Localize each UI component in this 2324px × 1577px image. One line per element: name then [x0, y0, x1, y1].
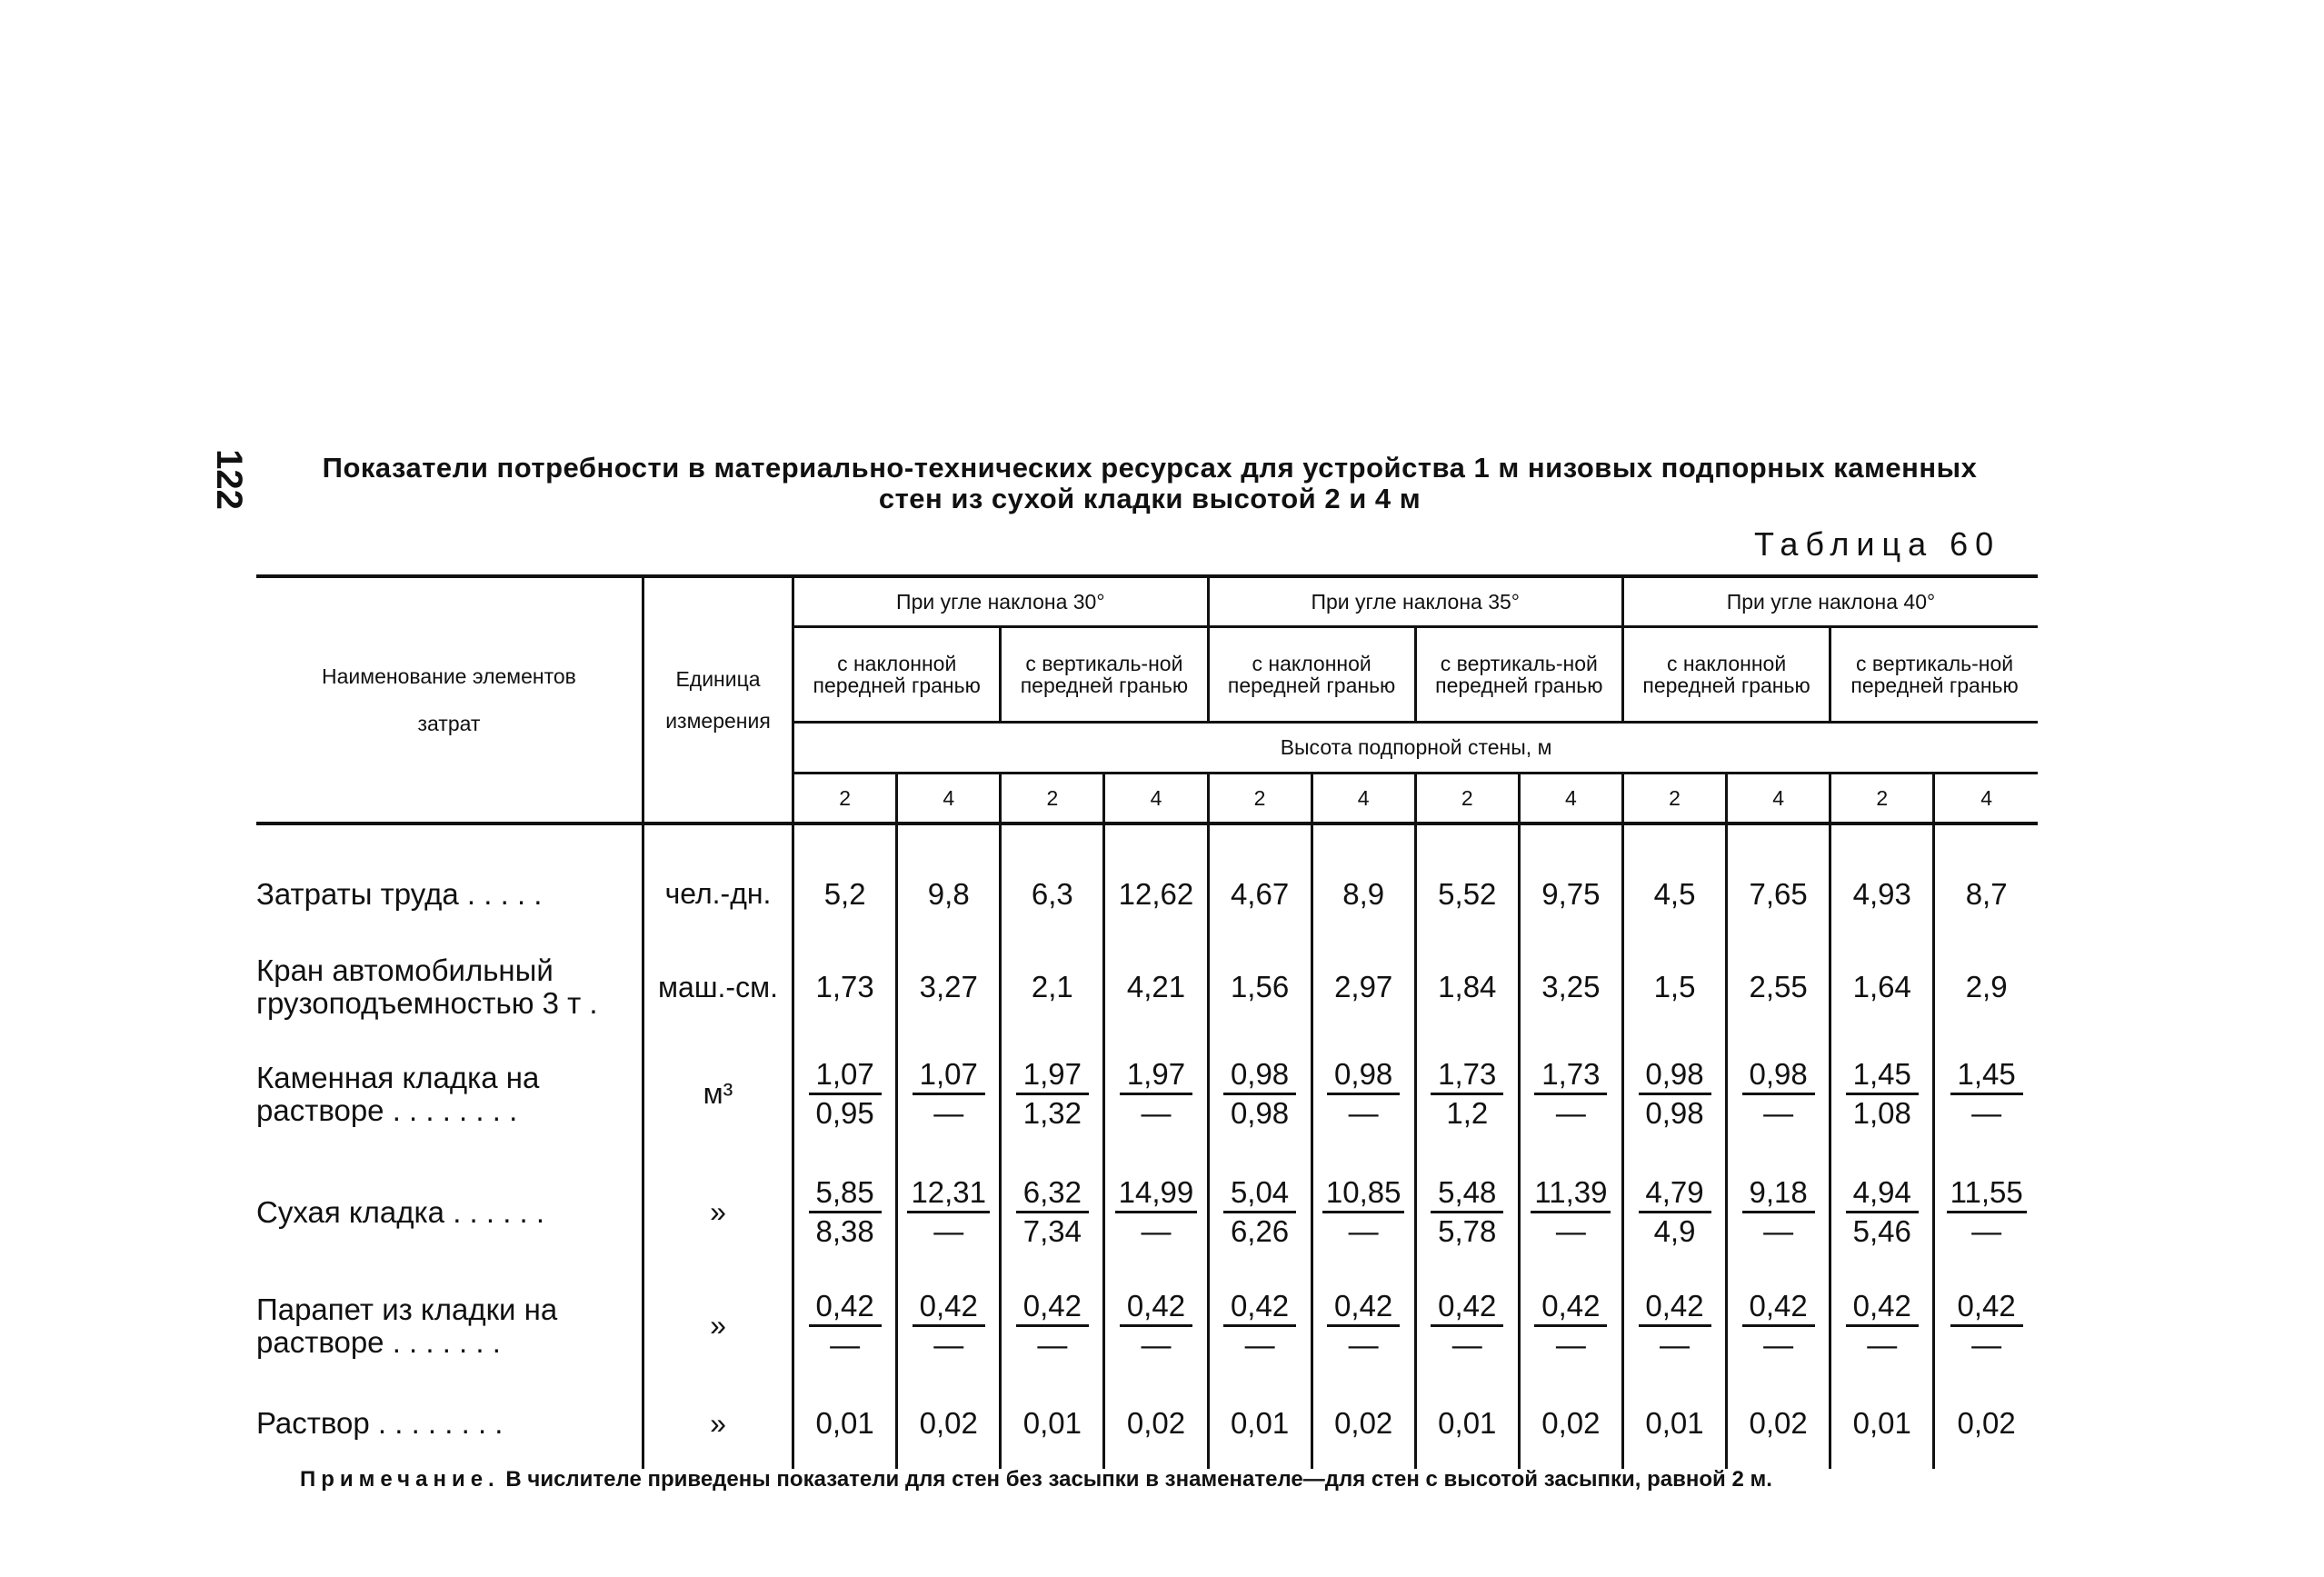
value: 1,56: [1230, 970, 1290, 1003]
value: 0,01: [1438, 1406, 1497, 1440]
value-cell: [1415, 937, 1519, 1037]
value-cell: [1622, 937, 1726, 1037]
denominator: —: [1971, 1095, 2002, 1130]
value-cell: [793, 1378, 897, 1469]
fraction: [1115, 1176, 1198, 1248]
denominator: 5,46: [1852, 1213, 1911, 1248]
numerator: 1,97: [1016, 1058, 1089, 1095]
value-cell: [1001, 937, 1104, 1037]
fraction: [1016, 1176, 1089, 1248]
value: 8,9: [1342, 876, 1385, 911]
numerator: 0,98: [1327, 1058, 1400, 1095]
value-cell: [793, 1273, 897, 1378]
denominator: —: [933, 1327, 964, 1362]
value-cell: [1727, 937, 1830, 1037]
value-cell: [1312, 1273, 1415, 1378]
value: 8,7: [1965, 876, 2008, 911]
header-face-vertical-30: с вертикаль-ной передней гранью: [1001, 626, 1208, 722]
value: 9,8: [927, 876, 970, 911]
row-unit: »: [643, 1273, 793, 1378]
numerator: 5,85: [809, 1176, 882, 1213]
denominator: 0,98: [1645, 1095, 1704, 1130]
value-cell: [793, 937, 897, 1037]
value-cell: [1830, 1151, 1934, 1273]
fraction: [913, 1290, 985, 1362]
value-cell: [1312, 851, 1415, 937]
table-body: [256, 823, 2038, 1469]
fraction: [1846, 1058, 1919, 1130]
denominator: —: [1348, 1213, 1379, 1248]
value-cell: [1001, 1037, 1104, 1151]
value: 1,5: [1653, 970, 1696, 1003]
value-cell: [1727, 1273, 1830, 1378]
header-height: 4: [897, 773, 1001, 823]
value-cell: [1934, 937, 2038, 1037]
fraction: [1120, 1058, 1192, 1130]
header-face-vertical-35: с вертикаль-ной передней гранью: [1415, 626, 1622, 722]
numerator: 0,42: [1223, 1290, 1296, 1327]
row-unit: »: [643, 1151, 793, 1273]
row-name: Парапет из кладки на растворе . . . . . . .: [256, 1292, 558, 1359]
value-cell: [1312, 1151, 1415, 1273]
value-cell: [1622, 1037, 1726, 1151]
numerator: 6,32: [1016, 1176, 1089, 1213]
numerator: 1,97: [1120, 1058, 1192, 1095]
value: 0,02: [919, 1406, 978, 1440]
page-number: 122: [208, 449, 249, 510]
numerator: 1,45: [1950, 1058, 2023, 1095]
row-name: Раствор . . . . . . . .: [256, 1406, 504, 1440]
denominator: 1,2: [1446, 1095, 1489, 1130]
table-row: [256, 1151, 2038, 1273]
denominator: 6,26: [1230, 1213, 1290, 1248]
value-cell: [1312, 1037, 1415, 1151]
value: 7,65: [1749, 876, 1808, 911]
fraction: [809, 1290, 882, 1362]
denominator: —: [1763, 1095, 1794, 1130]
denominator: 0,98: [1230, 1095, 1290, 1130]
value-cell: [1934, 1378, 2038, 1469]
value-cell: [1934, 851, 2038, 937]
value-cell: [1622, 1273, 1726, 1378]
numerator: 9,18: [1742, 1176, 1815, 1213]
value-cell: [1104, 1151, 1208, 1273]
numerator: 0,42: [1431, 1290, 1503, 1327]
numerator: 4,94: [1846, 1176, 1919, 1213]
value-cell: [1104, 1273, 1208, 1378]
numerator: 1,45: [1846, 1058, 1919, 1095]
numerator: 0,42: [1327, 1290, 1400, 1327]
value-cell: [1934, 1037, 2038, 1151]
denominator: —: [1763, 1327, 1794, 1362]
denominator: —: [1451, 1327, 1482, 1362]
value: 0,02: [1334, 1406, 1393, 1440]
numerator: 0,98: [1639, 1058, 1711, 1095]
value-cell: [1312, 937, 1415, 1037]
value-cell: [1208, 1151, 1312, 1273]
fraction: [1950, 1290, 2023, 1362]
fraction: [1742, 1176, 1815, 1248]
row-unit: »: [643, 1378, 793, 1469]
fraction: [1639, 1058, 1711, 1130]
value-cell: [1208, 1037, 1312, 1151]
row-unit: чел.-дн.: [643, 851, 793, 937]
value: 2,1: [1031, 970, 1073, 1003]
denominator: 5,78: [1438, 1213, 1497, 1248]
fraction: [1327, 1290, 1400, 1362]
denominator: —: [830, 1327, 861, 1362]
header-height: 2: [1830, 773, 1934, 823]
fraction: [1327, 1058, 1400, 1130]
header-height: 4: [1727, 773, 1830, 823]
denominator: 4,9: [1653, 1213, 1696, 1248]
fraction: [1120, 1290, 1192, 1362]
denominator: —: [1555, 1213, 1586, 1248]
header-name-col: Наименование элементов затрат: [256, 576, 643, 823]
denominator: —: [1348, 1095, 1379, 1130]
value-cell: [1104, 937, 1208, 1037]
value-cell: [1312, 1378, 1415, 1469]
value-cell: [1622, 1378, 1726, 1469]
value-cell: [793, 851, 897, 937]
numerator: 11,39: [1531, 1176, 1611, 1213]
numerator: 4,79: [1639, 1176, 1711, 1213]
value-cell: [1415, 851, 1519, 937]
header-height: 4: [1519, 773, 1622, 823]
numerator: 0,42: [1950, 1290, 2023, 1327]
value: 0,02: [1541, 1406, 1601, 1440]
value-cell: [897, 937, 1001, 1037]
denominator: 8,38: [815, 1213, 874, 1248]
value-cell: [1519, 851, 1622, 937]
value-cell: [793, 1037, 897, 1151]
value: 1,73: [815, 970, 874, 1003]
fraction: [1016, 1058, 1089, 1130]
value: 0,01: [815, 1406, 874, 1440]
table-row: [256, 851, 2038, 937]
fraction: [907, 1176, 990, 1248]
fraction: [913, 1058, 985, 1130]
value-cell: [1104, 1037, 1208, 1151]
value: 5,2: [823, 876, 866, 911]
value: 2,9: [1965, 970, 2008, 1003]
header-face-inclined-30: с наклонной передней гранью: [793, 626, 1001, 722]
denominator: —: [1244, 1327, 1275, 1362]
header-height-label: Высота подпорной стены, м: [793, 722, 2038, 773]
fraction: [1431, 1176, 1503, 1248]
numerator: 0,42: [809, 1290, 882, 1327]
value-cell: [1622, 851, 1726, 937]
fraction: [1947, 1176, 2027, 1248]
value: 1,64: [1852, 970, 1911, 1003]
value: 3,25: [1541, 970, 1601, 1003]
header-face-inclined-35: с наклонной передней гранью: [1208, 626, 1415, 722]
header-height: 2: [793, 773, 897, 823]
note-text: В числителе приведены показатели для стен без засыпки в знаменателе—для стен с высотой засыпки, равной 2 м.: [505, 1467, 1772, 1492]
fraction: [1534, 1058, 1607, 1130]
value-cell: [1208, 937, 1312, 1037]
value-cell: [1727, 1037, 1830, 1151]
value-cell: [1415, 1378, 1519, 1469]
row-name: Сухая кладка . . . . . .: [256, 1194, 545, 1229]
denominator: —: [1141, 1327, 1172, 1362]
numerator: 0,42: [1639, 1290, 1711, 1327]
fraction: [1223, 1058, 1296, 1130]
value-cell: [1415, 1151, 1519, 1273]
denominator: —: [933, 1095, 964, 1130]
numerator: 12,31: [907, 1176, 990, 1213]
header-height: 4: [1934, 773, 2038, 823]
title-line-2: стен из сухой кладки высотой 2 и 4 м: [878, 483, 1421, 514]
header-unit-col: Единица измерения: [643, 576, 793, 823]
fraction: [1950, 1058, 2023, 1130]
fraction: [1431, 1290, 1503, 1362]
table-title: [259, 453, 2040, 514]
value-cell: [1415, 1273, 1519, 1378]
value: 6,3: [1031, 876, 1073, 911]
value-cell: [1830, 1273, 1934, 1378]
value-cell: [1208, 1273, 1312, 1378]
title-line-1: Показатели потребности в материально-технических ресурсах для устройства 1 м низовых подпорных каменных: [322, 452, 1978, 484]
value-cell: [1830, 1037, 1934, 1151]
resource-table: [256, 574, 2038, 1469]
value-cell: [897, 851, 1001, 937]
denominator: —: [1037, 1327, 1068, 1362]
denominator: 1,08: [1852, 1095, 1911, 1130]
fraction: [1223, 1290, 1296, 1362]
value-cell: [1001, 1273, 1104, 1378]
denominator: 7,34: [1022, 1213, 1082, 1248]
numerator: 0,42: [1120, 1290, 1192, 1327]
value: 2,97: [1334, 970, 1393, 1003]
fraction: [1531, 1176, 1611, 1248]
table-number-label: Таблица 60: [1754, 525, 2001, 563]
fraction: [1534, 1290, 1607, 1362]
numerator: 0,42: [1742, 1290, 1815, 1327]
numerator: 1,07: [913, 1058, 985, 1095]
value-cell: [1519, 1037, 1622, 1151]
value-cell: [1519, 1378, 1622, 1469]
value-cell: [897, 1378, 1001, 1469]
value-cell: [1934, 1151, 2038, 1273]
header-height: 4: [1312, 773, 1415, 823]
table-note: [300, 1468, 2036, 1491]
value: 4,5: [1653, 876, 1696, 911]
denominator: —: [1141, 1213, 1172, 1248]
denominator: —: [1348, 1327, 1379, 1362]
fraction: [1322, 1176, 1405, 1248]
header-height: 2: [1415, 773, 1519, 823]
fraction: [1431, 1058, 1503, 1130]
denominator: —: [933, 1213, 964, 1248]
row-unit: маш.-см.: [643, 937, 793, 1037]
numerator: 1,07: [809, 1058, 882, 1095]
row-name: Затраты труда . . . . .: [256, 876, 543, 911]
numerator: 5,04: [1223, 1176, 1296, 1213]
fraction: [1846, 1176, 1919, 1248]
value-cell: [1519, 937, 1622, 1037]
denominator: —: [1971, 1213, 2002, 1248]
note-lead: Примечание.: [300, 1467, 500, 1492]
header-height: 2: [1208, 773, 1312, 823]
value-cell: [1001, 851, 1104, 937]
value: 4,93: [1852, 876, 1911, 911]
value: 4,67: [1230, 876, 1290, 911]
value-cell: [1830, 851, 1934, 937]
value-cell: [793, 1151, 897, 1273]
value-cell: [897, 1037, 1001, 1151]
value-cell: [897, 1273, 1001, 1378]
header-angle-30: При угле наклона 30°: [793, 576, 1208, 626]
table-row: [256, 1273, 2038, 1378]
header-angle-35: При угле наклона 35°: [1208, 576, 1622, 626]
numerator: 0,98: [1223, 1058, 1296, 1095]
value-cell: [1001, 1151, 1104, 1273]
value-cell: [1519, 1151, 1622, 1273]
value-cell: [1208, 851, 1312, 937]
table-row: [256, 1378, 2038, 1469]
value-cell: [1208, 1378, 1312, 1469]
denominator: —: [1763, 1213, 1794, 1248]
fraction: [809, 1176, 882, 1248]
value: 5,52: [1438, 876, 1497, 911]
value: 4,21: [1126, 970, 1186, 1003]
fraction: [809, 1058, 882, 1130]
row-name: Каменная кладка на растворе . . . . . . . .: [256, 1060, 540, 1127]
header-angle-40: При угле наклона 40°: [1622, 576, 2038, 626]
value: 0,01: [1645, 1406, 1704, 1440]
row-unit: м³: [643, 1037, 793, 1151]
numerator: 1,73: [1431, 1058, 1503, 1095]
header-height: 2: [1622, 773, 1726, 823]
value-cell: [1727, 1378, 1830, 1469]
value: 9,75: [1541, 876, 1601, 911]
fraction: [1742, 1290, 1815, 1362]
value: 3,27: [919, 970, 978, 1003]
denominator: —: [1971, 1327, 2002, 1362]
header-face-inclined-40: с наклонной передней гранью: [1622, 626, 1830, 722]
value-cell: [1622, 1151, 1726, 1273]
fraction: [1742, 1058, 1815, 1130]
numerator: 0,42: [1846, 1290, 1919, 1327]
value-cell: [1415, 1037, 1519, 1151]
denominator: 1,32: [1022, 1095, 1082, 1130]
fraction: [1223, 1176, 1296, 1248]
numerator: 0,42: [913, 1290, 985, 1327]
table-row: [256, 937, 2038, 1037]
header-height: 4: [1104, 773, 1208, 823]
value: 0,02: [1126, 1406, 1186, 1440]
header-face-vertical-40: с вертикаль-ной передней гранью: [1830, 626, 2038, 722]
row-name: Кран автомобильный грузоподъемностью 3 т .: [256, 953, 598, 1020]
value-cell: [1934, 1273, 2038, 1378]
value: 0,02: [1749, 1406, 1808, 1440]
value: 0,02: [1957, 1406, 2016, 1440]
numerator: 5,48: [1431, 1176, 1503, 1213]
value-cell: [1104, 1378, 1208, 1469]
header-height: 2: [1001, 773, 1104, 823]
denominator: —: [1867, 1327, 1898, 1362]
numerator: 1,73: [1534, 1058, 1607, 1095]
value: 2,55: [1749, 970, 1808, 1003]
fraction: [1016, 1290, 1089, 1362]
denominator: —: [1555, 1327, 1586, 1362]
numerator: 0,42: [1016, 1290, 1089, 1327]
value: 0,01: [1852, 1406, 1911, 1440]
value-cell: [1830, 937, 1934, 1037]
numerator: 0,42: [1534, 1290, 1607, 1327]
numerator: 11,55: [1947, 1176, 2027, 1213]
fraction: [1639, 1176, 1711, 1248]
numerator: 10,85: [1322, 1176, 1405, 1213]
value-cell: [897, 1151, 1001, 1273]
denominator: —: [1660, 1327, 1690, 1362]
denominator: —: [1555, 1095, 1586, 1130]
value-cell: [1830, 1378, 1934, 1469]
table-row: [256, 1037, 2038, 1151]
value-cell: [1001, 1378, 1104, 1469]
fraction: [1639, 1290, 1711, 1362]
denominator: 0,95: [815, 1095, 874, 1130]
value-cell: [1727, 851, 1830, 937]
value-cell: [1104, 851, 1208, 937]
numerator: 0,98: [1742, 1058, 1815, 1095]
value-cell: [1727, 1151, 1830, 1273]
value: 0,01: [1022, 1406, 1082, 1440]
value: 1,84: [1438, 970, 1497, 1003]
value: 12,62: [1118, 876, 1194, 911]
value: 0,01: [1230, 1406, 1290, 1440]
numerator: 14,99: [1115, 1176, 1198, 1213]
fraction: [1846, 1290, 1919, 1362]
denominator: —: [1141, 1095, 1172, 1130]
value-cell: [1519, 1273, 1622, 1378]
